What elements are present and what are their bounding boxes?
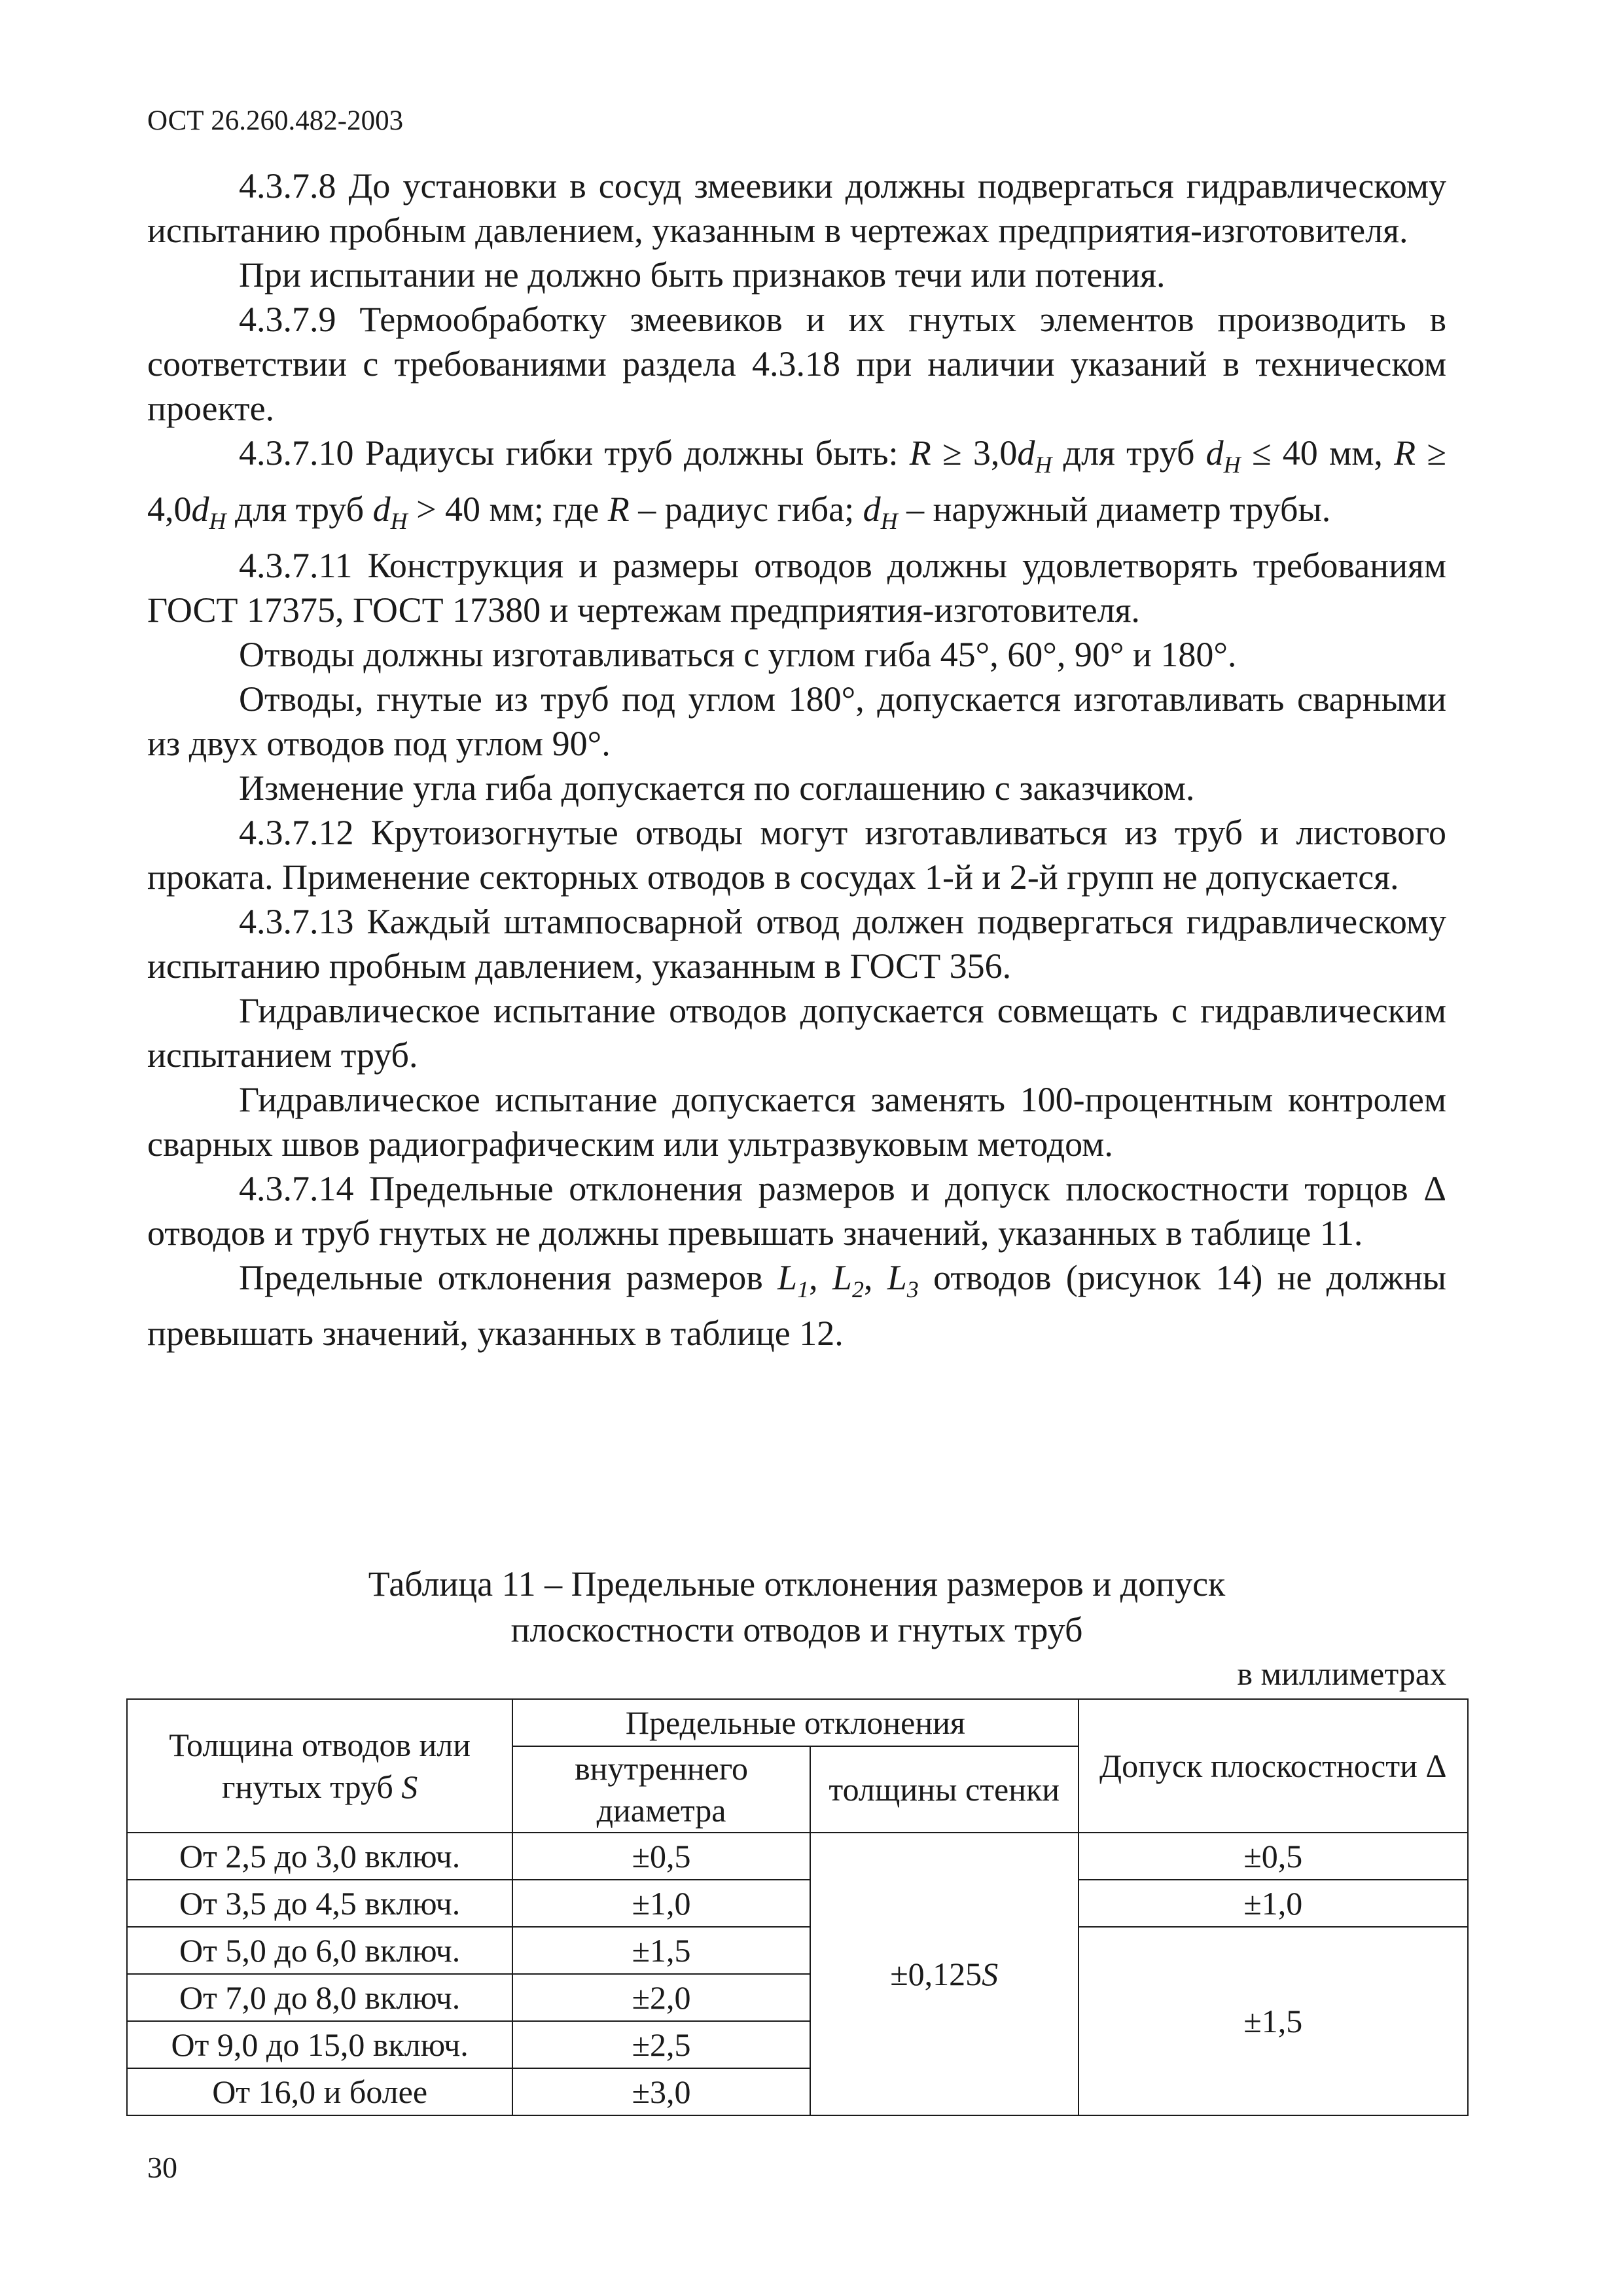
cell-thickness: От 9,0 до 15,0 включ. xyxy=(127,2021,512,2068)
cell-flatness: ±0,5 xyxy=(1079,1833,1469,1880)
col-header-flatness: Допуск плоскостности Δ xyxy=(1079,1699,1469,1833)
cell-inner: ±2,5 xyxy=(512,2021,810,2068)
table-caption-line2: плоскостности отводов и гнутых труб xyxy=(510,1610,1083,1649)
paragraph: 4.3.7.13 Каждый штампосварной отвод должен подвергаться гидравлическому испытанию пробным давлением, указанным в ГОСТ 356. xyxy=(147,901,1446,986)
document-body xyxy=(147,164,1446,1355)
table-row xyxy=(127,1927,1468,1974)
document-code: ОСТ 26.260.482-2003 xyxy=(147,105,404,136)
cell-flatness: ±1,5 xyxy=(1079,1927,1469,2115)
table-row xyxy=(127,1833,1468,1880)
col-header-thickness: Толщина отводов или гнутых труб S xyxy=(127,1699,512,1833)
paragraph: При испытании не должно быть признаков течи или потения. xyxy=(239,255,1166,295)
cell-inner: ±3,0 xyxy=(512,2068,810,2115)
paragraph: 4.3.7.8 До установки в сосуд змеевики должны подвергаться гидравлическому испытанию пробным давлением, указанным в чертежах предприятия-изготовителя. xyxy=(147,166,1446,250)
col-header-inner-diameter: внутреннего диаметра xyxy=(512,1746,810,1833)
cell-inner: ±1,5 xyxy=(512,1927,810,1974)
paragraph: Предельные отклонения размеров $L_1$, $L_2$, $L_3$ отводов (рисунок 14) не должны превышать значений, указанных в таблице 12. xyxy=(147,1257,1446,1354)
deviation-table xyxy=(126,1698,1469,2116)
cell-inner: ±1,0 xyxy=(512,1880,810,1927)
cell-inner: ±2,0 xyxy=(512,1974,810,2021)
cell-thickness: От 16,0 и более xyxy=(127,2068,512,2115)
paragraph: Изменение угла гиба допускается по соглашению с заказчиком. xyxy=(239,768,1195,808)
table-units: в миллиметрах xyxy=(1237,1655,1446,1692)
paragraph: Отводы должны изготавливаться с углом гиба 45°, 60°, 90° и 180°. xyxy=(239,634,1237,674)
col-header-wall-thickness: толщины стенки xyxy=(810,1746,1079,1833)
paragraph: Гидравлическое испытание отводов допускается совмещать с гидравлическим испытанием труб. xyxy=(147,990,1446,1075)
table-caption-line1: Таблица 11 – Предельные отклонения размеров и допуск xyxy=(368,1564,1226,1604)
cell-thickness: От 3,5 до 4,5 включ. xyxy=(127,1880,512,1927)
paragraph: 4.3.7.12 Крутоизогнутые отводы могут изготавливаться из труб и листового проката. Применение секторных отводов в сосудах 1-й и 2-й групп не допускается. xyxy=(147,812,1446,897)
cell-inner: ±0,5 xyxy=(512,1833,810,1880)
page-number: 30 xyxy=(147,2151,177,2184)
paragraph: 4.3.7.11 Конструкция и размеры отводов должны удовлетворять требованиям ГОСТ 17375, ГОСТ 17380 и чертежам предприятия-изготовителя. xyxy=(147,545,1446,630)
paragraph: 4.3.7.9 Термообработку змеевиков и их гнутых элементов производить в соответствии с требованиями раздела 4.3.18 при наличии указаний в техническом проекте. xyxy=(147,300,1446,428)
paragraph: 4.3.7.14 Предельные отклонения размеров и допуск плоскостности торцов Δ отводов и труб гнутых не должны превышать значений, указанных в таблице 11. xyxy=(147,1168,1446,1253)
paragraph: 4.3.7.10 Радиусы гибки труб должны быть: $R \ge 3,0d_H$ для труб $d_H \le 40$ мм, $R \ge 4,0d_H$ для труб $d_H > 40$ мм; где R – радиус гиба; $d_H$ – наружный диаметр трубы. xyxy=(147,433,1446,534)
cell-thickness: От 5,0 до 6,0 включ. xyxy=(127,1927,512,1974)
paragraph: Отводы, гнутые из труб под углом 180°, допускается изготавливать сварными из двух отводов под углом 90°. xyxy=(147,679,1446,763)
cell-flatness: ±1,0 xyxy=(1079,1880,1469,1927)
table-caption xyxy=(147,1561,1446,1653)
cell-wall-merged: ±0,125S xyxy=(810,1833,1079,2115)
col-header-deviations: Предельные отклонения xyxy=(512,1699,1078,1746)
table-row xyxy=(127,1880,1468,1927)
cell-thickness: От 2,5 до 3,0 включ. xyxy=(127,1833,512,1880)
cell-thickness: От 7,0 до 8,0 включ. xyxy=(127,1974,512,2021)
paragraph: Гидравлическое испытание допускается заменять 100-процентным контролем сварных швов радиографическим или ультразвуковым методом. xyxy=(147,1079,1446,1164)
